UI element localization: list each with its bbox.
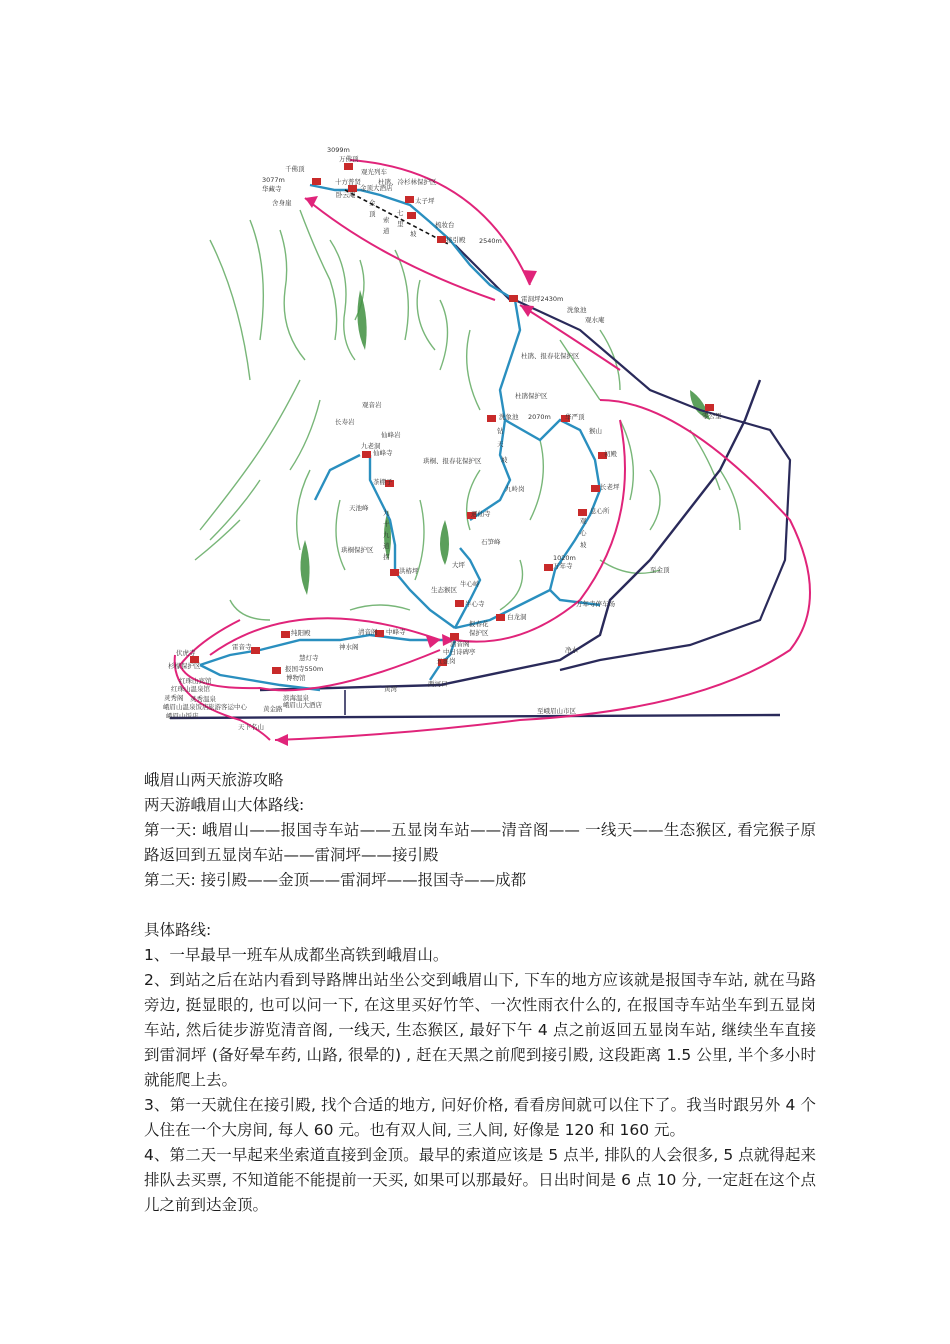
map-label: 杜鹃、报春花保护区 — [521, 352, 580, 360]
map-label: 红珠山宾馆 — [179, 677, 212, 685]
map-label: 滨海温泉 — [283, 694, 309, 702]
detail-heading: 具体路线: — [144, 921, 212, 939]
map-label: 慧灯寺 — [299, 654, 319, 662]
map-label: 观音岩 — [362, 401, 382, 409]
map-label: 牛心岭 — [460, 580, 480, 588]
map-label: 杜鹃、冷杉林保护区 — [378, 178, 437, 186]
map-label: 雷洞坪2430m — [521, 295, 564, 303]
map-label: 顶 — [369, 210, 376, 218]
map-label: 心 — [580, 529, 587, 537]
map-label: 钻 — [497, 427, 504, 435]
map-label: 万年寺停车场 — [576, 600, 615, 608]
map-label: 茶棚子 — [373, 478, 393, 486]
article-body — [144, 768, 816, 1218]
map-label: 梳妆台 — [435, 221, 455, 229]
map-label: 灵秀阁 — [164, 694, 184, 702]
map-label: 灵秀温泉 — [190, 695, 216, 703]
map-label: 九岭岗 — [505, 485, 525, 493]
map-label: 洪椿坪 — [399, 567, 419, 575]
map-label: 珙桐保护区 — [341, 546, 374, 554]
map-label: 初殿 — [604, 450, 617, 458]
map-label: 太子坪 — [415, 197, 435, 205]
map-label: 3077m — [262, 176, 285, 184]
map-label: 两河口 — [428, 680, 448, 688]
map-label: 长寿岩 — [335, 418, 355, 426]
map-label: 坡 — [580, 541, 587, 549]
map-label: 红珠山温泉馆 — [171, 685, 210, 693]
map-label: 金顶大酒店 — [360, 184, 393, 192]
map-label: 千佛顶 — [285, 165, 305, 173]
map-label: 峨眉山大酒店 — [283, 701, 322, 709]
map-label: 清音阁 — [450, 640, 470, 648]
map-label: 峨眉山饭店 — [166, 712, 199, 720]
map-label: 1020m — [553, 554, 576, 562]
map-label: 雷音寺 — [232, 643, 252, 651]
map-label: 中日诗碑亭 — [443, 648, 476, 656]
map-label: 杉檬保护区 — [168, 662, 201, 670]
map-label: 卧云庵 — [336, 191, 356, 199]
map-label: 万年寺 — [553, 562, 573, 570]
map-label: 黄金路 — [263, 705, 283, 713]
map-label: 洗象池 — [567, 306, 587, 314]
itinerary-day2: 第二天: 接引殿——金顶——雷洞坪——报国寺——成都 — [144, 871, 527, 889]
overview-heading: 两天游峨眉山大体路线: — [144, 796, 305, 814]
map-label: 天池峰 — [349, 504, 369, 512]
detail-step-4: 4、第二天一早起来坐索道直接到金顶。最早的索道应该是 5 点半, 排队的人会很多, 5 点就得起来排队去买票, 不知道能不能提前一天买, 如果可以那最好。日出时间是 6 点 10 分, 一定赶在这个点儿之前到达金顶。 — [144, 1146, 816, 1214]
map-label: 报春花 — [469, 620, 489, 628]
map-label: 华藏寺 — [262, 185, 282, 193]
map-label: 九老洞 — [361, 442, 381, 450]
map-label: 五显岗 — [436, 657, 456, 665]
map-label: 长老坪 — [600, 483, 620, 491]
map-label: 杜鹃保护区 — [515, 392, 548, 400]
map-label: 七 — [397, 209, 404, 217]
map-label: 洗象池 — [499, 413, 519, 421]
map-label: 息心所 — [590, 507, 610, 515]
map-label: 伏虎寺 — [176, 649, 196, 657]
map-label: 九 — [383, 531, 390, 539]
detail-step-3: 3、第一天就住在接引殿, 找个合适的地方, 问好价格, 看看房间就可以住下了。我当时跟另外 4 个人住在一个大房间, 每人 60 元。也有双人间, 三人间, 好像是 120 和 160 元。 — [144, 1096, 816, 1139]
map-label: 报国寺550m — [285, 665, 324, 673]
map-label: 天下名山 — [238, 723, 264, 731]
map-label: 石笋峰 — [481, 538, 501, 546]
map-label: 博物馆 — [286, 674, 306, 682]
itinerary-day1: 第一天: 峨眉山——报国寺车站——五显岗车站——清音阁—— 一线天——生态猴区, 看完猴子原路返回到五显岗车站——雷洞坪——接引殿 — [144, 821, 816, 864]
map-label: 拐 — [383, 553, 390, 561]
map-label: 牛心寺 — [465, 600, 485, 608]
map-label: 仙峰岩 — [381, 431, 401, 439]
map-label: 生态猴区 — [431, 586, 457, 594]
map-label: 道 — [383, 542, 390, 550]
map-label: 清音阁 — [358, 628, 378, 636]
route-map — [140, 130, 820, 750]
map-label: 神水阁 — [339, 643, 359, 651]
route-arrows — [175, 160, 810, 740]
map-label: 3099m — [327, 146, 350, 154]
map-label: 里 — [397, 220, 404, 228]
map-label: 坡 — [410, 230, 417, 238]
map-label: 道 — [383, 227, 390, 235]
map-label: 大坪 — [452, 561, 465, 569]
map-label: 坡 — [501, 456, 508, 464]
map-label: 观 — [580, 517, 587, 525]
map-label: 2070m — [528, 413, 551, 421]
map-label: 索 — [383, 216, 390, 224]
map-label: 观水庵 — [585, 316, 605, 324]
detail-step-2: 2、到站之后在站内看到导路牌出站坐公交到峨眉山下, 下车的地方应该就是报国寺车站, 就在马路旁边, 挺显眼的, 也可以问一下, 在这里买好竹竿、一次性雨衣什么的, 在报国寺车站坐车到五显岗车站, 然后徒步游览清音阁, 一线天, 生态猴区, 最好下午 4 点之前返回五显岗车站, 继续坐车直接到雷洞坪 (备好晕车药, 山路, 很晕的) , 赶在天黑之前爬到接引殿, 这段距离 1.5 公里, 半个多小时就能爬上去。 — [144, 971, 816, 1089]
map-label: 仙峰寺 — [373, 449, 393, 457]
map-label: 十 — [383, 520, 390, 528]
map-label: 万佛顶 — [339, 155, 359, 163]
map-label: 净水 — [565, 646, 578, 654]
map-label: 金 — [369, 199, 376, 207]
map-label: 九 — [383, 509, 390, 517]
map-label: 纯阳殿 — [291, 629, 311, 637]
map-label: 华严顶 — [565, 413, 585, 421]
map-label: 中峰寺 — [386, 628, 406, 636]
detail-step-1: 1、一早最早一班车从成都坐高铁到峨眉山。 — [144, 946, 449, 964]
map-label: 天 — [497, 440, 504, 448]
map-label: 峨眉山温泉饭店 — [163, 703, 209, 711]
map-label: 旅游客运中心 — [208, 703, 247, 711]
map-label: 2540m — [479, 237, 502, 245]
map-label: 十方普贤 — [335, 178, 361, 186]
map-label: 珙桐、报春花保护区 — [423, 457, 482, 465]
map-label: 猴山 — [589, 427, 602, 435]
map-label: 遇仙寺 — [471, 510, 491, 518]
article-title: 峨眉山两天旅游攻略 — [144, 771, 284, 789]
paragraph-spacer — [144, 893, 816, 918]
map-label: 观光列车 — [361, 168, 387, 176]
map-label: 白龙洞 — [507, 613, 527, 621]
map-label: 零公里 — [702, 412, 722, 420]
map-label: 至金顶 — [650, 566, 670, 574]
map-label: 接引殿 — [446, 236, 466, 244]
map-label: 黄湾 — [384, 685, 397, 693]
map-label: 至峨眉山市区 — [537, 707, 576, 715]
map-label: 保护区 — [469, 629, 489, 637]
map-label: 舍身崖 — [272, 199, 292, 207]
